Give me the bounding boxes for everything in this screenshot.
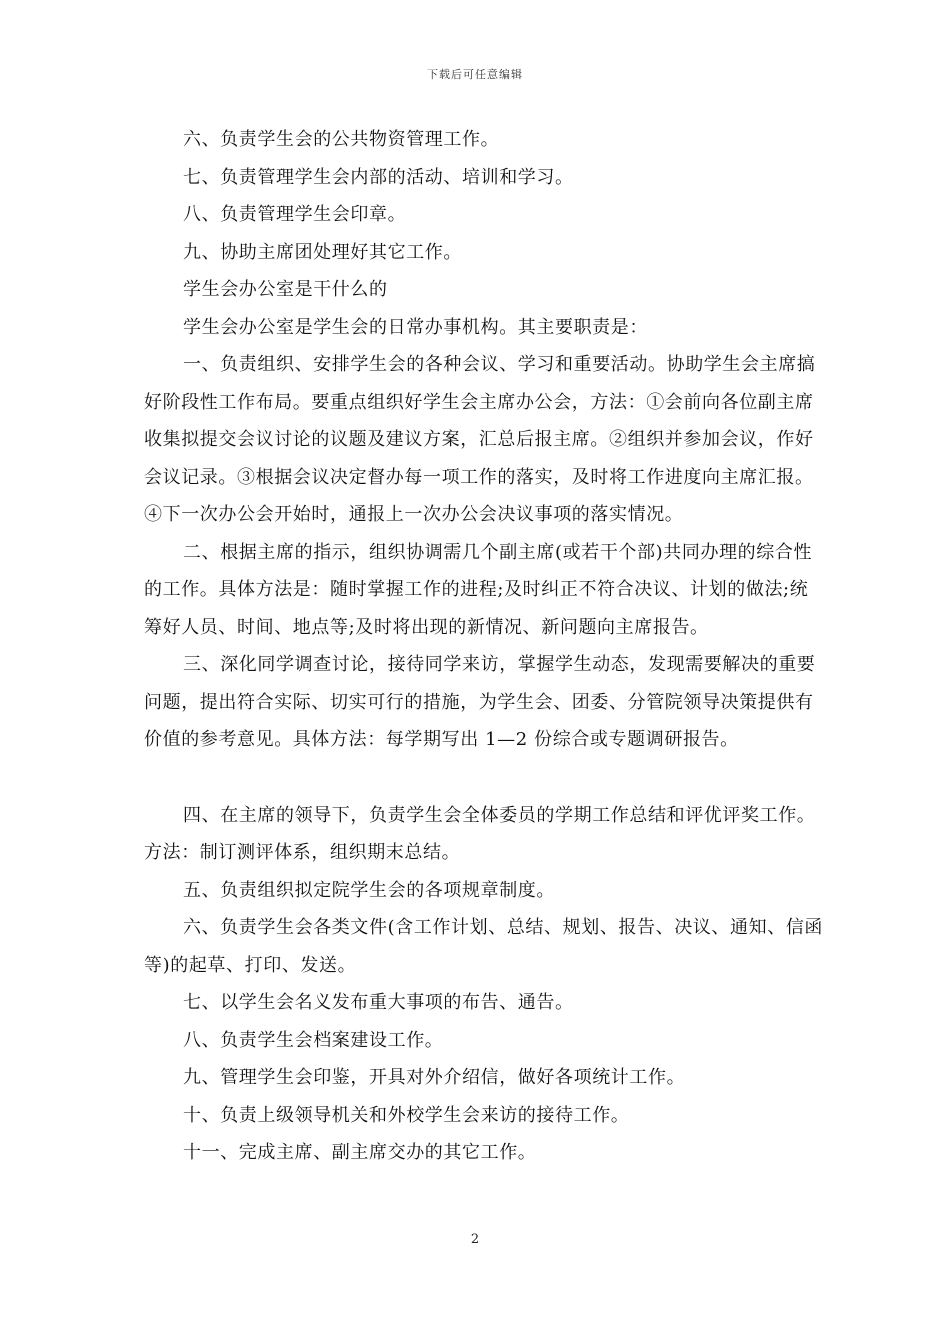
paragraph-intro: 学生会办公室是学生会的日常办事机构。其主要职责是： [183, 316, 648, 338]
paragraph-1: 六、负责学生会的公共物资管理工作。 [183, 129, 500, 150]
duty-item-3: 三、深化同学调查讨论，接待同学来访，掌握学生动态，发现需要解决的重要问题，提出符合实际、切实可行的措施，为学生会、团委、分管院领导决策提供有价值的参考意见。具体方法：每学期写出 1—2 份综合或专题调研报告。 [144, 654, 816, 750]
blank-line [144, 759, 824, 797]
duty-item-4: 四、在主席的领导下，负责学生会全体委员的学期工作总结和评优评奖工作。方法：制订测评体系，组织期末总结。 [144, 804, 816, 863]
page-header-note: 下载后可任意编辑 [427, 68, 523, 81]
duty-item-9: 九、管理学生会印鉴，开具对外介绍信，做好各项统计工作。 [183, 1067, 686, 1088]
paragraph-2: 七、负责管理学生会内部的活动、培训和学习。 [183, 166, 574, 188]
document-body [144, 121, 824, 1172]
duty-item-1: 一、负责组织、安排学生会的各种会议、学习和重要活动。协助学生会主席搞好阶段性工作布局。要重点组织好学生会主席办公会，方法：①会前向各位副主席收集拟提交会议讨论的议题及建议方案，汇总后报主席。②组织并参加会议，作好会议记录。③根据会议决定督办每一项工作的落实，及时将工作进度向主席汇报。④下一次办公会开始时，通报上一次办公会决议事项的落实情况。 [144, 354, 816, 525]
duty-item-5: 五、负责组织拟定院学生会的各项规章制度。 [183, 879, 555, 901]
duty-item-10: 十、负责上级领导机关和外校学生会来访的接待工作。 [183, 1104, 630, 1126]
page-number: 2 [470, 1232, 480, 1247]
duty-item-7: 七、以学生会名义发布重大事项的布告、通告。 [183, 992, 574, 1013]
section-heading: 学生会办公室是干什么的 [183, 279, 388, 300]
duty-item-6: 六、负责学生会各类文件(含工作计划、总结、规划、报告、决议、通知、信函等)的起草、打印、发送。 [144, 917, 824, 976]
duty-item-11: 十一、完成主席、副主席交办的其它工作。 [183, 1142, 537, 1163]
paragraph-3: 八、负责管理学生会印章。 [183, 204, 407, 225]
duty-item-2: 二、根据主席的指示，组织协调需几个副主席(或若干个部)共同办理的综合性的工作。具体方法是：随时掌握工作的进程;及时纠正不符合决议、计划的做法;统筹好人员、时间、地点等;及时将出现的新情况、新问题向主席报告。 [144, 541, 813, 638]
duty-item-8: 八、负责学生会档案建设工作。 [183, 1029, 444, 1051]
paragraph-4: 九、协助主席团处理好其它工作。 [183, 241, 462, 263]
